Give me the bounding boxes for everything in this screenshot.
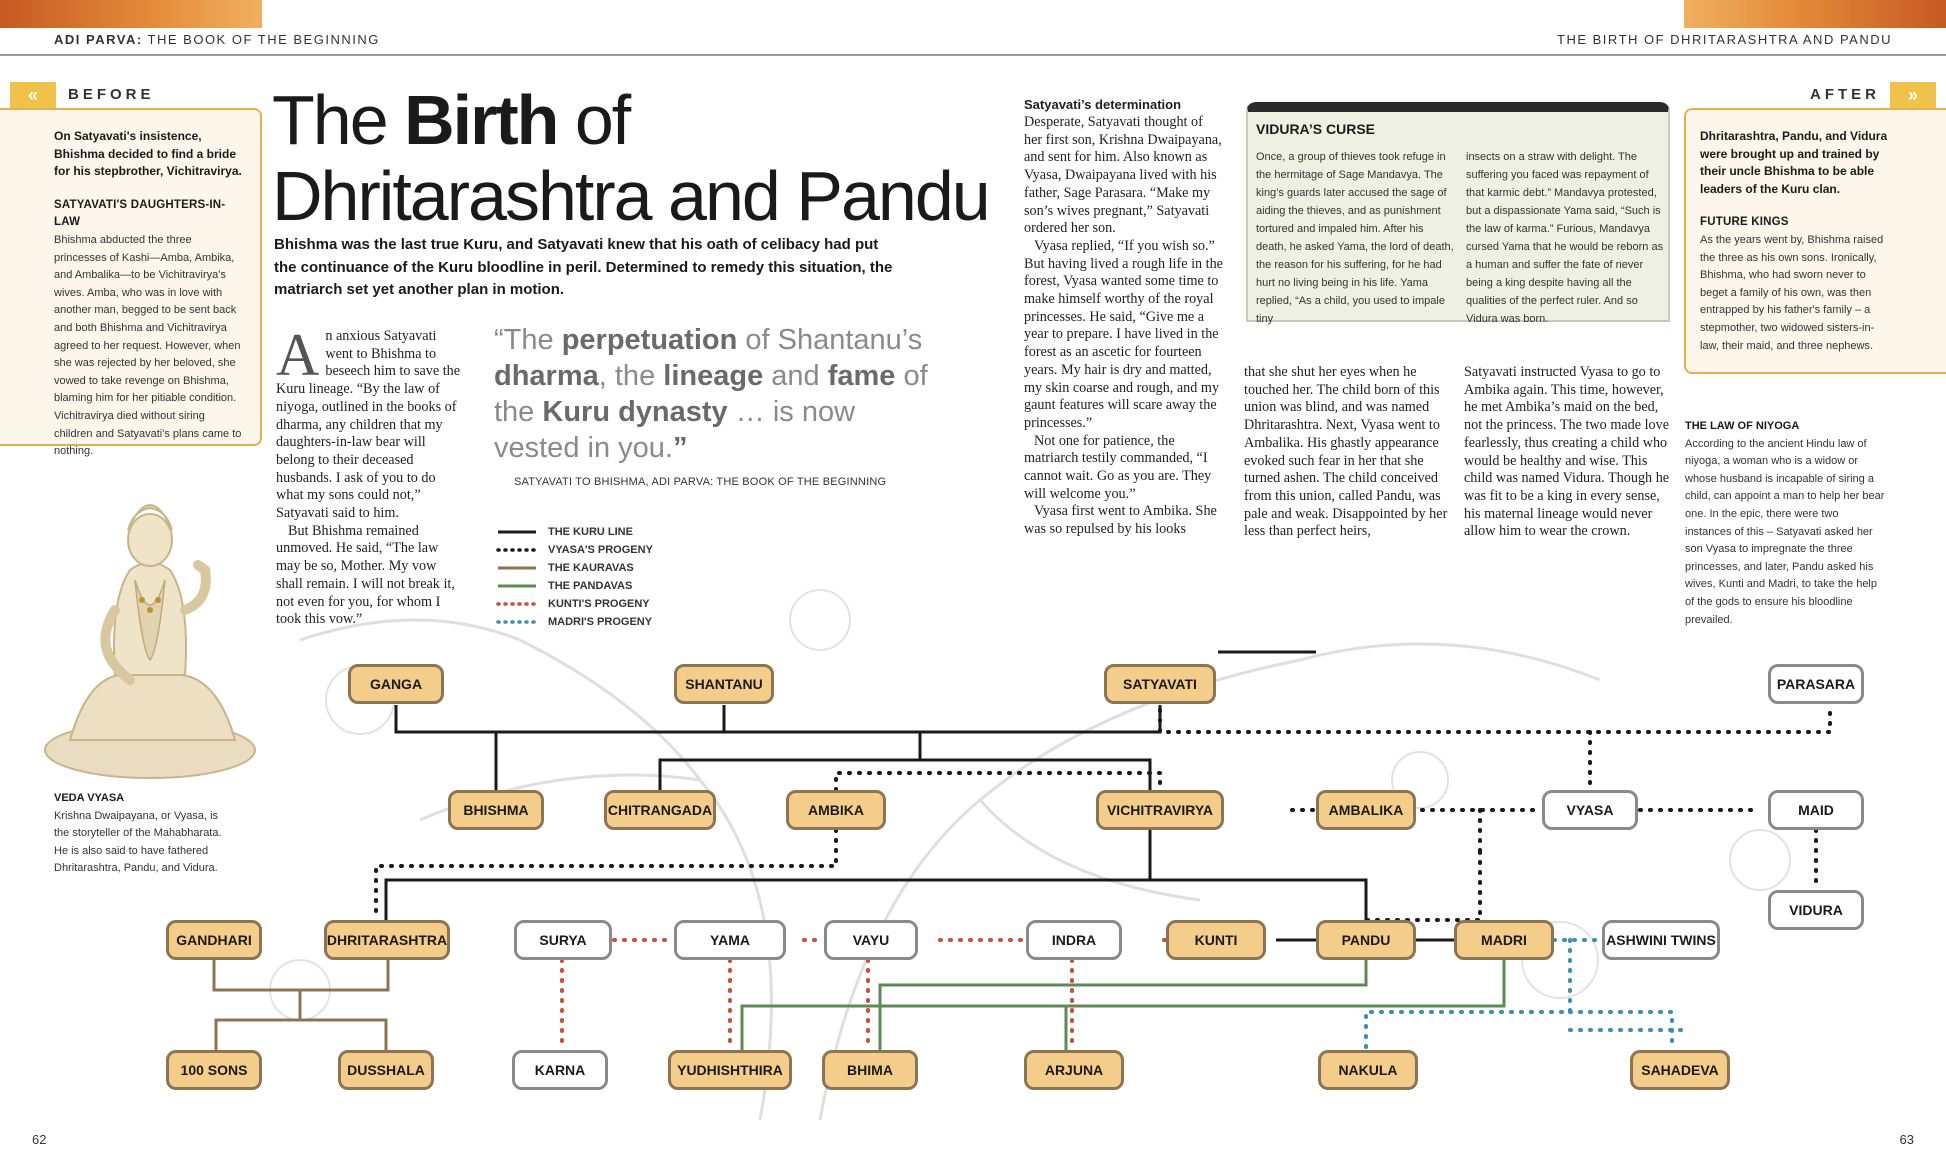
body-column-3: that she shut her eyes when he touched her. The child born of this union was blind, and was named Dhritarashtra. Next, Vyasa went to Ambalika. His ghastly appearance evoked such fear in her that she turned ashen. The child conceived from this union, called Pandu, was pale and weak. Disappointed by her less than perfect heirs, [1244, 364, 1448, 540]
after-body: As the years went by, Bhishma raised the three as his own sons. Ironically, Bhishma, who had sworn never to beget a family of his own, was then entrapped by his father's family – a stepmother, two widowed sisters-in-law, their maid, and three nephews. [1700, 233, 1884, 352]
after-lead: Dhritarashtra, Pandu, and Vidura were brought up and trained by their uncle Bhishma to be able leaders of the Kuru clan. [1700, 129, 1888, 196]
node-bhishma: BHISHMA [448, 790, 544, 830]
node-karna: KARNA [512, 1050, 608, 1090]
node-dhritarashtra: DHRITARASHTRA [324, 920, 450, 960]
page-number-right: 63 [1899, 1132, 1914, 1147]
node-yama: YAMA [674, 920, 786, 960]
legend-label: THE KAURAVAS [548, 562, 634, 574]
node-dusshala: DUSSHALA [338, 1050, 434, 1090]
drop-cap: A [276, 322, 320, 388]
legend-label: THE PANDAVAS [548, 580, 633, 592]
niyoga-body: According to the ancient Hindu law of niyoga, a woman who is a widow or whose husband is incapable of siring a child, can appoint a man to help her bear one. In the epic, there were two instances of this – Satyavati asked her son Vyasa to impregnate the three princesses, and later, Pandu asked his wives, Kunti and Madri, to take the help of the gods to ensure his bloodline prevailed. [1685, 437, 1885, 626]
node-yudhishthira: YUDHISHTHIRA [668, 1050, 792, 1090]
after-chevron-icon: » [1890, 82, 1936, 108]
node-gandhari: GANDHARI [166, 920, 262, 960]
intro-paragraph: Bhishma was the last true Kuru, and Satyavati knew that his oath of celibacy had put the continuance of the Kuru bloodline in peril. Determined to remedy this situation, the matriarch set yet another plan in motion. [274, 236, 893, 298]
col2-p2: Vyasa replied, “If you wish so.” But having lived a rough life in the forest, Vyasa wanted some time to make himself worthy of the royal princesses. He said, “Give me a year to prepare. I have lived in the forest as an ascetic for fourteen years. My hair is dry and matted, my skin coarse and rough, and my gaunt features will scare away the princesses.” [1024, 237, 1223, 431]
node-chitrangada: CHITRANGADA [604, 790, 716, 830]
before-tag: BEFORE [68, 86, 155, 103]
node-parasara: PARASARA [1768, 664, 1864, 704]
col2-p3: Not one for patience, the matriarch testily commanded, “I cannot wait. Go as you are. They will welcome you.” [1024, 432, 1212, 502]
node-satyavati: SATYAVATI [1104, 664, 1216, 704]
veda-vyasa-title: VEDA VYASA [54, 792, 125, 804]
node-100-sons: 100 SONS [166, 1050, 262, 1090]
col2-p1: Desperate, Satyavati thought of her first son, Krishna Dwaipayana, and sent for him. Also known as Vyasa, Dwaipayana lived with his father, Sage Parasara. “Make my son’s wives pregnant,” Satyavati ordered her son. [1024, 114, 1222, 237]
quote-attribution: SATYAVATI TO BHISHMA, ADI PARVA: THE BOOK OF THE BEGINNING [514, 476, 887, 488]
node-maid: MAID [1768, 790, 1864, 830]
node-ambalika: AMBALIKA [1316, 790, 1416, 830]
legend-label: MADRI'S PROGENY [548, 616, 653, 628]
node-indra: INDRA [1026, 920, 1122, 960]
node-nakula: NAKULA [1318, 1050, 1418, 1090]
veda-vyasa-body: Krishna Dwaipayana, or Vyasa, is the storyteller of the Mahabharata. He is also said to have fathered Dhritarashtra, Pandu, and Vidura. [54, 809, 222, 875]
node-ashwini-twins: ASHWINI TWINS [1602, 920, 1720, 960]
node-pandu: PANDU [1316, 920, 1416, 960]
pull-quote: “The perpetuation of Shantanu’s dharma, the lineage and fame of the Kuru dynasty … is now vested in you.” [494, 324, 928, 464]
page-number-left: 62 [32, 1132, 47, 1147]
after-tag: AFTER [1810, 86, 1880, 103]
legend-label: KUNTI'S PROGENY [548, 598, 650, 610]
node-kunti: KUNTI [1166, 920, 1266, 960]
node-ganga: GANGA [348, 664, 444, 704]
legend-label: VYASA'S PROGENY [548, 544, 653, 556]
before-chevron-icon: « [10, 82, 56, 108]
node-vayu: VAYU [824, 920, 918, 960]
running-head-right: THE BIRTH OF DHRITARASHTRA AND PANDU [1557, 32, 1892, 47]
running-head-left: ADI PARVA: THE BOOK OF THE BEGINNING [54, 32, 380, 47]
node-vidura: VIDURA [1768, 890, 1864, 930]
vidura-curse-right: insects on a straw with delight. The suffering you faced was repayment of that karmic debt.” Mandavya protested, but a dispassionate Yama said, “Such is the law of karma.” Furious, Mandavya cursed Yama that he would be reborn as a human and suffer the fate of never being a king despite having all the qualities of the perfect ruler. And so Vidura was born. [1466, 151, 1664, 325]
section-heading: Satyavati’s determination [1024, 97, 1182, 112]
node-vyasa: VYASA [1542, 790, 1638, 830]
before-subheading: SATYAVATI'S DAUGHTERS-IN-LAW [54, 198, 226, 229]
node-arjuna: ARJUNA [1024, 1050, 1124, 1090]
vidura-curse-title: VIDURA’S CURSE [1256, 121, 1376, 137]
after-subheading: FUTURE KINGS [1700, 216, 1789, 229]
niyoga-title: THE LAW OF NIYOGA [1685, 420, 1800, 432]
body-column-1: A n anxious Satyavati went to Bhishma to beseech him to save the Kuru lineage. “By the law of niyoga, outlined in the books of dharma, any children that my daughters-in-law bear will belong to their deceased husbands. I ask of you to do what my sons could not,” Satyavati said to him. But Bhishma remained unmoved. He said, “The law may be so, Mother. My vow shall remain. I will not break it, not even for you, for whom I took this vow.” [276, 322, 461, 628]
page-title: The Birth of Dhritarashtra and Pandu [272, 81, 989, 235]
before-body: Bhishma abducted the three princesses of Kashi—Amba, Ambika, and Ambalika—to be Vichitravirya's wives. Amba, who was in love with another man, begged to be sent back and both Bhishma and Vichitravirya agreed to her request. However, when she was rejected by her beloved, she vowed to take revenge on Bhishma, blaming him for her pitiable condition. Vichitravirya died without siring children and Satyavati's plans came to nothing. [54, 233, 242, 458]
node-shantanu: SHANTANU [674, 664, 774, 704]
node-bhima: BHIMA [822, 1050, 918, 1090]
node-madri: MADRI [1454, 920, 1554, 960]
node-sahadeva: SAHADEVA [1630, 1050, 1730, 1090]
node-vichitravirya: VICHITRAVIRYA [1096, 790, 1224, 830]
node-surya: SURYA [514, 920, 612, 960]
legend-label: THE KURU LINE [548, 526, 633, 538]
node-ambika: AMBIKA [786, 790, 886, 830]
vidura-curse-left: Once, a group of thieves took refuge in the hermitage of Sage Mandavya. The king’s guards later accused the sage of aiding the thieves, and as punishment tortured and impaled him. After his death, he asked Yama, the lord of death, the reason for his suffering, for he had hurt no living being in his life. Yama replied, “As a child, you used to impale tiny [1256, 151, 1454, 325]
before-lead: On Satyavati's insistence, Bhishma decided to find a bride for his stepbrother, Vichitravirya. [54, 129, 242, 179]
col2-p4: Vyasa first went to Ambika. She was so repulsed by his looks [1024, 503, 1217, 538]
body-column-4: Satyavati instructed Vyasa to go to Ambika again. This time, however, he met Ambika’s maid on the bed, not the princess. The two made love fearlessly, thus creating a child who would be healthy and wise. This child was named Vidura. Though he was fit to be a king in every sense, his maternal lineage would never allow him to wear the crown. [1464, 364, 1670, 540]
